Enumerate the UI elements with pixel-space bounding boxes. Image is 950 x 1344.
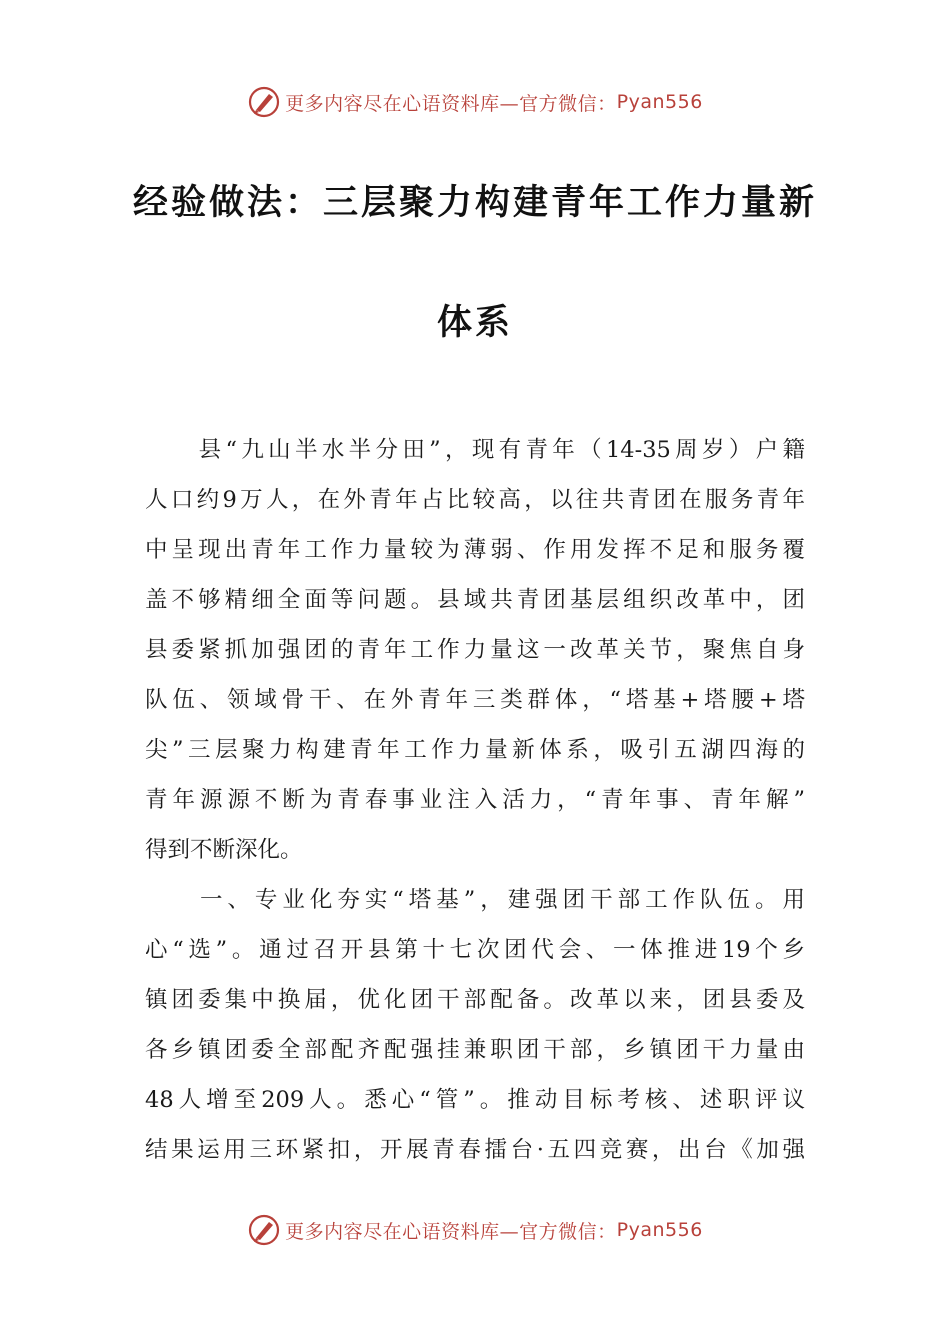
body-line: 一、专业化夯实“塔基”，建强团干部工作队伍。用 <box>145 887 805 913</box>
watermark-footer <box>0 1210 950 1250</box>
body-line: 镇团委集中换届，优化团干部配备。改革以来，团县委及 <box>145 987 805 1013</box>
body-line: 队伍、领域骨干、在外青年三类群体，“塔基+塔腰+塔 <box>145 687 805 713</box>
body-line: 各乡镇团委全部配齐配强挂兼职团干部，乡镇团干力量由 <box>145 1037 805 1063</box>
body-line: 心“选”。通过召开县第十七次团代会、一体推进19个乡 <box>145 937 805 963</box>
document-title-line-1: 经验做法：三层聚力构建青年工作力量新 <box>132 182 817 223</box>
pen-circle-logo-icon <box>247 85 281 119</box>
watermark-header <box>0 82 950 122</box>
document-title-line-2: 体系 <box>436 302 513 343</box>
body-line: 盖不够精细全面等问题。县域共青团基层组织改革中，团 <box>145 587 805 613</box>
body-line: 中呈现出青年工作力量较为薄弱、作用发挥不足和服务覆 <box>145 537 805 563</box>
document-body <box>145 425 805 1175</box>
watermark-text: 更多内容尽在心语资料库—官方微信： <box>285 92 617 115</box>
watermark-handle: Pyan556 <box>616 1219 703 1241</box>
body-line: 县“九山半水半分田”，现有青年（14-35周岁）户籍 <box>145 437 805 463</box>
body-line: 48人增至209人。悉心“管”。推动目标考核、述职评议 <box>145 1087 805 1113</box>
body-line: 结果运用三环紧扣，开展青春擂台·五四竞赛，出台《加强 <box>145 1137 805 1163</box>
body-line: 县委紧抓加强团的青年工作力量这一改革关节，聚焦自身 <box>145 637 805 663</box>
pen-circle-logo-icon <box>247 1213 281 1247</box>
body-line: 人口约9万人，在外青年占比较高，以往共青团在服务青年 <box>145 487 805 513</box>
body-line: 尖”三层聚力构建青年工作力量新体系，吸引五湖四海的 <box>145 737 805 763</box>
watermark-text: 更多内容尽在心语资料库—官方微信： <box>285 1220 617 1243</box>
body-line: 得到不断深化。 <box>145 837 303 863</box>
watermark-handle: Pyan556 <box>616 91 703 113</box>
body-line: 青年源源不断为青春事业注入活力，“青年事、青年解” <box>145 787 805 813</box>
